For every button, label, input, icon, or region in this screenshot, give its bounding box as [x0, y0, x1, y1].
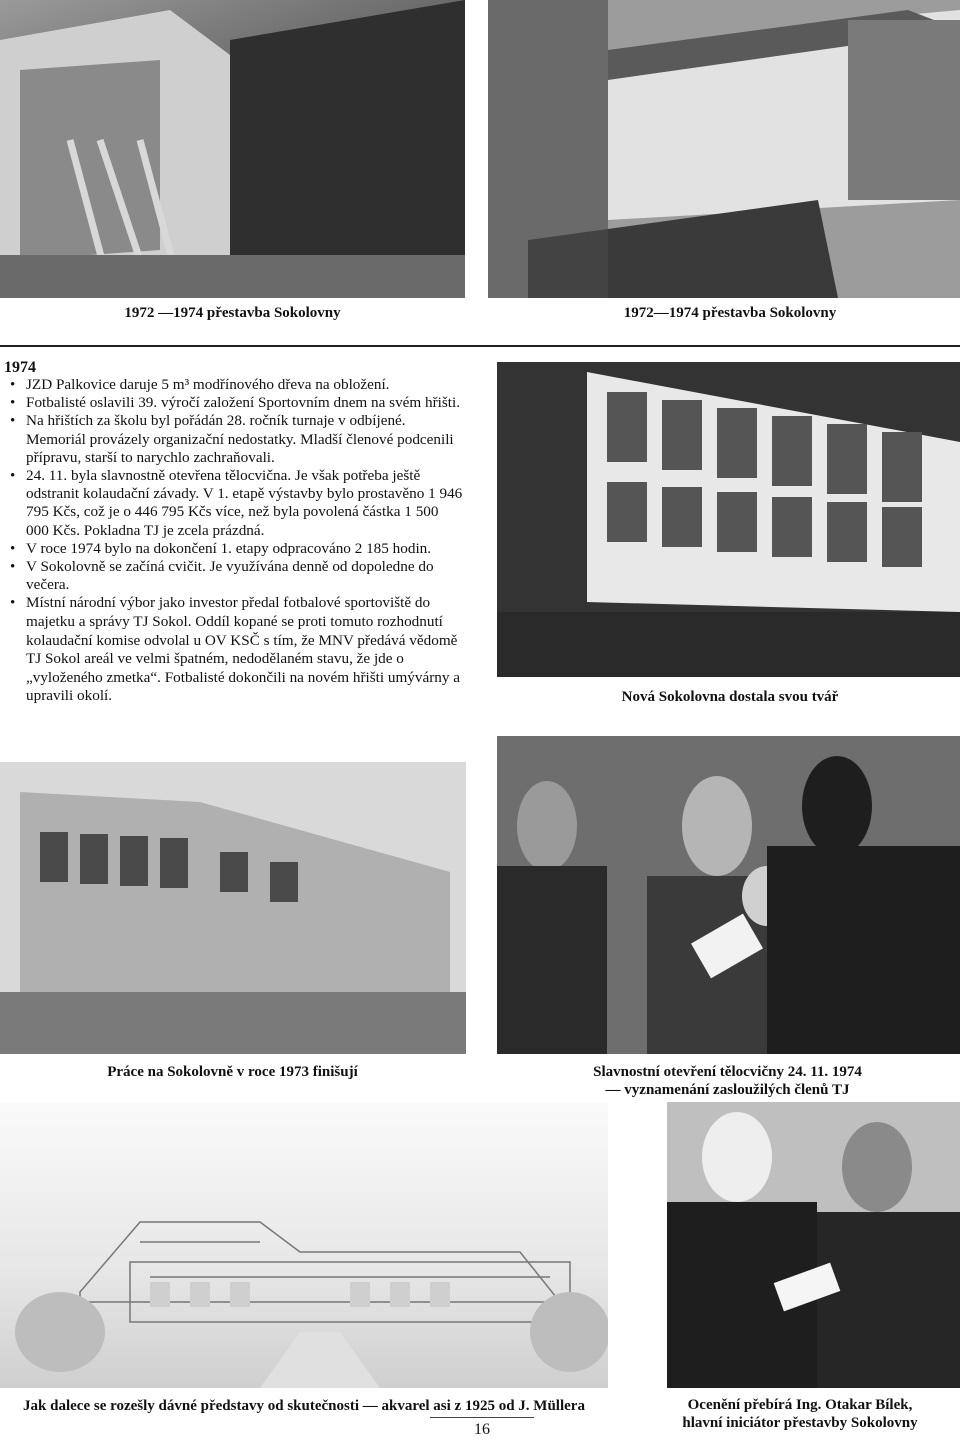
- list-item: [8, 558, 464, 594]
- list-item: [8, 540, 464, 558]
- photo-award: [667, 1102, 960, 1388]
- caption-reconstruction-right: 1972—1974 přestavba Sokolovny: [623, 305, 837, 321]
- top-divider: [0, 345, 960, 347]
- photo-work-1973-image: [0, 762, 466, 1054]
- year-heading: 1974: [4, 359, 36, 376]
- list-item: [8, 594, 464, 706]
- photo-work-1973: [0, 762, 466, 1054]
- events-list: [8, 376, 464, 706]
- photo-new-sokolovna-image: [497, 362, 960, 677]
- bullet-icon: •: [10, 468, 16, 485]
- list-item-text: V roce 1974 bylo na dokončení 1. etapy odpracováno 2 185 hodin.: [26, 539, 432, 557]
- caption-award-line2: hlavní iniciátor přestavby Sokolovny: [682, 1415, 918, 1431]
- bullet-icon: •: [10, 395, 16, 412]
- list-item: [8, 412, 464, 467]
- list-item-text: Místní národní výbor jako investor předal fotbalové sportoviště do majetku a správy TJ Sokol. Oddíl kopané se proti tomuto rozhodnutí kolaudační komise odvolal u OV KSČ s tím, že MNV předává vědomě TJ Sokol areál ve velmi špatném, nedodělaném stavu, že jde o „vyloženého zmetka“. Fotbalisté dokončili na novém hřišti umývárny a upravili okolí.: [26, 594, 460, 705]
- caption-work-1973: Práce na Sokolovně v roce 1973 finišují: [107, 1064, 358, 1080]
- list-item-text: Na hřištích za školu byl pořádán 28. ročník turnaje v odbíjené. Memoriál provázely organizační nedostatky. Mladší členové podcenili přípravu, starší to narychlo zachraňovali.: [26, 412, 454, 466]
- caption-award-line1: Ocenění přebírá Ing. Otakar Bílek,: [687, 1397, 913, 1413]
- photo-reconstruction-left: [0, 0, 465, 298]
- caption-reconstruction-left: 1972 —1974 přestavba Sokolovny: [124, 305, 341, 321]
- photo-watercolor-sketch: [0, 1102, 608, 1388]
- photo-reconstruction-right-image: [488, 0, 960, 298]
- photo-new-sokolovna: [497, 362, 960, 677]
- caption-new-sokolovna: Nová Sokolovna dostala svou tvář: [621, 689, 839, 705]
- photo-opening-ceremony-image: [497, 736, 960, 1054]
- bullet-icon: •: [10, 559, 16, 576]
- list-item-text: 24. 11. byla slavnostně otevřena tělocvična. Je však potřeba ještě odstranit kolaudační závady. V 1. etapě výstavby bylo prostavěno 1 946 795 Kčs, což je o 446 795 Kčs více, než byla povolená částka 1 500 000 Kčs. Pokladna TJ je zcela prázdná.: [26, 467, 463, 539]
- bullet-icon: •: [10, 540, 16, 557]
- list-item: [8, 394, 464, 412]
- list-item-text: Fotbalisté oslavili 39. výročí založení Sportovním dnem na svém hřišti.: [26, 394, 461, 412]
- bullet-icon: •: [10, 595, 16, 612]
- list-item: [8, 467, 464, 540]
- photo-reconstruction-left-image: [0, 0, 465, 298]
- caption-opening-line1: Slavnostní otevření tělocvičny 24. 11. 1974: [593, 1064, 862, 1080]
- bullet-icon: •: [10, 413, 16, 430]
- list-item-text: V Sokolovně se začíná cvičit. Je využívána denně od dopoledne do večera.: [26, 558, 434, 594]
- list-item: [8, 376, 464, 394]
- caption-opening-line2: — vyznamenání zasloužilých členů TJ: [605, 1082, 850, 1098]
- photo-award-image: [667, 1102, 960, 1388]
- photo-reconstruction-right: [488, 0, 960, 298]
- bullet-icon: •: [10, 377, 16, 393]
- photo-opening-ceremony: [497, 736, 960, 1054]
- photo-watercolor-sketch-image: [0, 1102, 608, 1388]
- caption-watercolor: Jak dalece se rozešly dávné představy od skutečnosti — akvarel asi z 1925 od J. Müllera: [23, 1398, 585, 1414]
- page-number-rule: [430, 1417, 534, 1418]
- list-item-text: JZD Palkovice daruje 5 m³ modřínového dřeva na obložení.: [26, 376, 390, 393]
- page-number: 16: [474, 1421, 490, 1438]
